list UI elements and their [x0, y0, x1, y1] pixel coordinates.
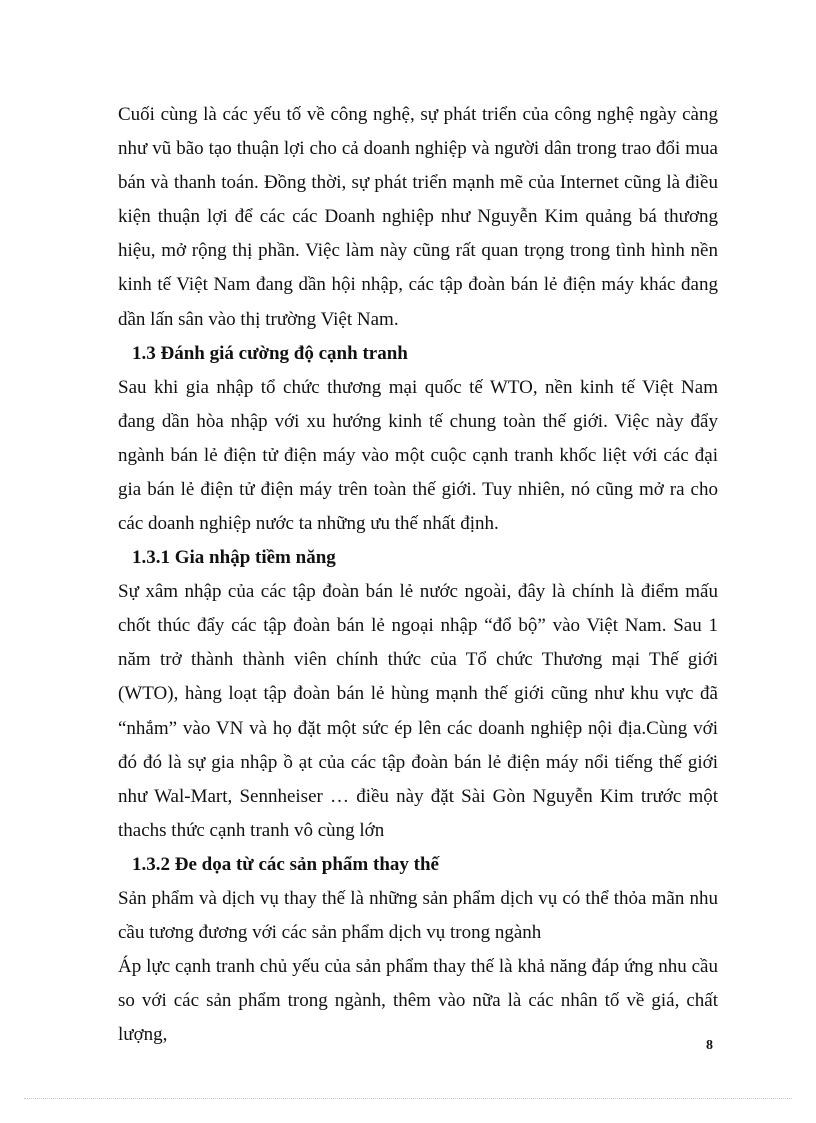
paragraph-substitutes-pressure: Áp lực cạnh tranh chủ yếu của sản phẩm thay thế là khả năng đáp ứng nhu cầu so với các sản phẩm trong ngành, thêm vào nữa là các nhân tố về giá, chất lượng, — [118, 956, 718, 1046]
heading-1-3: 1.3 Đánh giá cường độ cạnh tranh — [132, 342, 408, 364]
heading-1-3-2: 1.3.2 Đe dọa từ các sản phẩm thay thế — [132, 853, 439, 875]
footer-divider — [24, 1098, 792, 1099]
paragraph-substitutes-definition: Sản phẩm và dịch vụ thay thế là những sản phẩm dịch vụ có thể thỏa mãn nhu cầu tương đương với các sản phẩm dịch vụ trong ngành — [118, 887, 718, 943]
paragraph-potential-entrants: Sự xâm nhập của các tập đoàn bán lẻ nước ngoài, đây là chính là điểm mấu chốt thúc đẩy các tập đoàn bán lẻ ngoại nhập “đổ bộ” vào Việt Nam. Sau 1 năm trở thành thành viên chính thức của Tổ chức Thương mại Thế giới (WTO), hàng loạt tập đoàn bán lẻ hùng mạnh thế giới cũng như khu vực đã “nhắm” vào VN và họ đặt một sức ép lên các doanh nghiệp nội địa.Cùng với đó đó là sự gia nhập ồ ạt của các tập đoàn bán lẻ điện máy nổi tiếng thế giới như Wal-Mart, Sennheiser … điều này đặt Sài Gòn Nguyễn Kim trước một thachs thức cạnh tranh vô cùng lớn — [118, 581, 718, 841]
paragraph-technology-factors: Cuối cùng là các yếu tố về công nghệ, sự phát triển của công nghệ ngày càng như vũ bão tạo thuận lợi cho cả doanh nghiệp và người dân trong trao đổi mua bán và thanh toán. Đồng thời, sự phát triển mạnh mẽ của Internet cũng là điều kiện thuận lợi để các các Doanh nghiệp như Nguyễn Kim quảng bá thương hiệu, mở rộng thị phần. Việc làm này cũng rất quan trọng trong tình hình nền kinh tế Việt Nam đang dần hội nhập, các tập đoàn bán lẻ điện máy khác đang dần lấn sân vào thị trường Việt Nam. — [118, 104, 718, 330]
paragraph-competition-intensity: Sau khi gia nhập tổ chức thương mại quốc tế WTO, nền kinh tế Việt Nam đang dần hòa nhập với xu hướng kinh tế chung toàn thế giới. Việc này đẩy ngành bán lẻ điện tử điện máy vào một cuộc cạnh tranh khốc liệt với các đại gia bán lẻ điện tử điện máy trên toàn thế giới. Tuy nhiên, nó cũng mở ra cho các doanh nghiệp nước ta những ưu thế nhất định. — [118, 376, 718, 535]
page-content — [118, 98, 718, 1052]
heading-1-3-1: 1.3.1 Gia nhập tiềm năng — [132, 547, 336, 569]
page-number: 8 — [706, 1038, 713, 1053]
